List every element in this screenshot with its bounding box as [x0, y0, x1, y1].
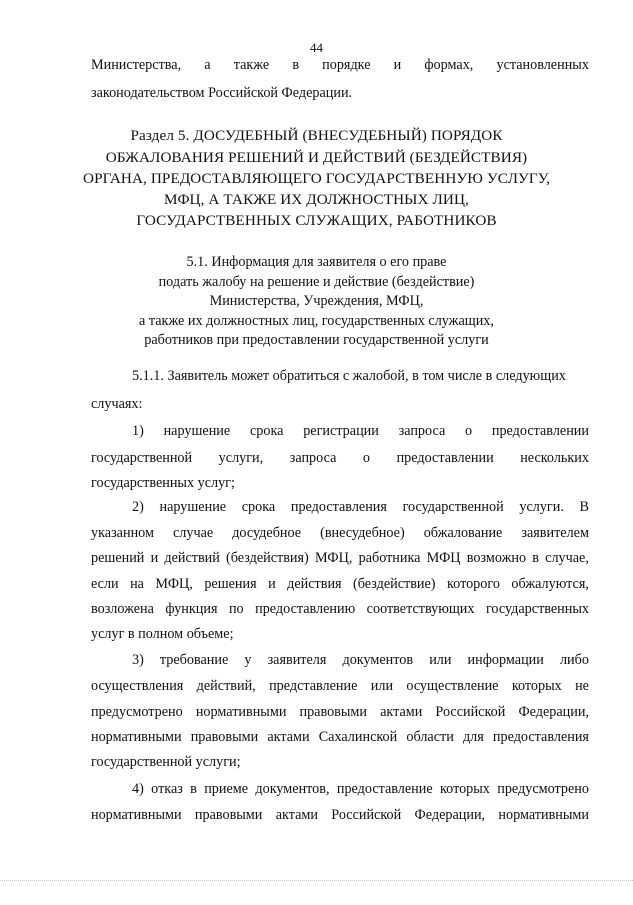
word: формах,	[424, 57, 474, 73]
word: если	[91, 576, 119, 592]
item-3-line-1	[132, 652, 589, 669]
word: отказ	[151, 781, 183, 797]
item-2-line-6: услуг в полном объеме;	[91, 626, 234, 642]
word: правовыми	[299, 704, 367, 720]
word: (бездействия)	[226, 550, 309, 566]
word: которого	[446, 576, 500, 592]
subsection-title-line-4: а также их должностных лиц, государственных служащих,	[139, 313, 494, 329]
word: которых	[511, 678, 562, 694]
word: действий,	[196, 678, 256, 694]
word: обжалуются,	[511, 576, 589, 592]
word: нормативными	[195, 704, 287, 720]
word: Российской	[331, 807, 402, 823]
word: нормативными	[91, 729, 182, 745]
word: государственной	[91, 450, 193, 466]
word: правовыми	[190, 729, 259, 745]
word: 2)	[132, 499, 144, 515]
word: документов,	[255, 781, 330, 797]
word: регистрации	[303, 423, 379, 439]
word: предусмотрено	[91, 704, 183, 720]
section-title-line-5: ГОСУДАРСТВЕННЫХ СЛУЖАЩИХ, РАБОТНИКОВ	[136, 212, 497, 229]
item-2-line-2	[91, 525, 589, 542]
word: порядке	[322, 57, 371, 73]
item-3-line-5: государственной услуги;	[91, 754, 241, 770]
word: нарушение	[159, 499, 227, 515]
word: информации	[467, 652, 544, 668]
word: приеме	[204, 781, 249, 797]
word: срока	[249, 423, 284, 439]
word: запроса	[398, 423, 446, 439]
word: о	[465, 423, 473, 439]
word: или	[429, 652, 452, 668]
word: запроса	[289, 450, 337, 466]
word: нормативными	[91, 807, 182, 823]
word: предоставлении	[396, 450, 494, 466]
word: по	[228, 601, 244, 617]
word: актами	[275, 807, 318, 823]
word: услуги,	[218, 450, 264, 466]
item-1-line-2	[91, 450, 589, 467]
word: правовыми	[194, 807, 263, 823]
word: либо	[559, 652, 589, 668]
subsection-title-line-2: подать жалобу на решение и действие (бездействие)	[158, 274, 475, 290]
word: возможно	[466, 550, 527, 566]
word: срока	[241, 499, 276, 515]
word: МФЦ,	[155, 576, 193, 592]
word: предоставления	[290, 499, 387, 515]
word: области	[406, 729, 454, 745]
item-3-line-4	[91, 729, 589, 746]
word: предоставление	[336, 781, 433, 797]
word: актами	[267, 729, 310, 745]
word: Федерации,	[518, 704, 589, 720]
item-4-line-2	[91, 807, 589, 824]
word: для	[462, 729, 484, 745]
word: требование	[159, 652, 229, 668]
subsection-title-line-1: 5.1. Информация для заявителя о его праве	[186, 254, 447, 270]
word: нормативными	[498, 807, 589, 823]
word: (внесудебное)	[320, 525, 405, 541]
word: нарушение	[163, 423, 231, 439]
word: Федерации,	[414, 807, 486, 823]
word: о	[362, 450, 371, 466]
section-title-line-1: Раздел 5. ДОСУДЕБНЫЙ (ВНЕСУДЕБНЫЙ) ПОРЯДОК	[130, 127, 503, 144]
word: документов	[342, 652, 414, 668]
item-3-line-3	[91, 704, 589, 721]
word: у	[244, 652, 252, 668]
word: или	[370, 678, 394, 694]
item-1-line-1	[132, 423, 589, 440]
word: указанном	[91, 525, 154, 541]
word: которых	[440, 781, 490, 797]
word: и	[150, 550, 159, 566]
word: установленных	[496, 57, 589, 73]
word: на	[130, 576, 144, 592]
intro-line-2: законодательством Российской Федерации.	[91, 85, 353, 101]
section-title-line-2: ОБЖАЛОВАНИЯ РЕШЕНИЙ И ДЕЙСТВИЙ (БЕЗДЕЙСТВИЯ)	[105, 149, 528, 166]
word: соответствующих	[366, 601, 475, 617]
word: нескольких	[520, 450, 589, 466]
word: 3)	[132, 652, 144, 668]
word: досудебное	[232, 525, 302, 541]
word: в	[190, 781, 197, 797]
word: Российской	[435, 704, 506, 720]
word: и	[268, 576, 276, 592]
paragraph-5-1-1-line-2: случаях:	[91, 396, 143, 412]
subsection-title-line-3: Министерства, Учреждения, МФЦ,	[209, 293, 424, 309]
word: 4)	[132, 781, 144, 797]
word: действия	[287, 576, 342, 592]
word: осуществление	[406, 678, 499, 694]
word: действий	[164, 550, 220, 566]
subsection-title-line-5: работников при предоставлении государственной услуги	[144, 332, 489, 348]
word: услуги.	[519, 499, 564, 515]
item-2-line-3	[91, 550, 589, 567]
item-2-line-5	[91, 601, 589, 618]
word: а	[204, 57, 211, 73]
word: 1)	[132, 423, 144, 439]
word: и	[393, 57, 402, 73]
word: представление	[269, 678, 358, 694]
word: обжалование	[423, 525, 503, 541]
word: решения	[204, 576, 257, 592]
word: предоставлению	[255, 601, 356, 617]
word: осуществления	[91, 678, 184, 694]
word: решений	[91, 550, 145, 566]
word: (бездействие)	[353, 576, 436, 592]
item-3-line-2	[91, 678, 589, 695]
page-number: 44	[310, 40, 323, 55]
word: возложена	[91, 601, 154, 617]
word: работника	[358, 550, 421, 566]
word: в	[292, 57, 300, 73]
word: актами	[380, 704, 423, 720]
item-1-line-3: государственных услуг;	[91, 475, 235, 491]
word: Министерства,	[91, 57, 182, 73]
paragraph-5-1-1-line-1: 5.1.1. Заявитель может обратиться с жалобой, в том числе в следующих	[132, 368, 566, 384]
word: заявителем	[521, 525, 589, 541]
word: функция	[165, 601, 218, 617]
word: предоставления	[492, 729, 589, 745]
item-2-line-1	[132, 499, 589, 516]
word: МФЦ,	[314, 550, 353, 566]
word: заявителя	[267, 652, 327, 668]
item-4-line-1	[132, 781, 589, 798]
section-title-line-4: МФЦ, А ТАКЖЕ ИХ ДОЛЖНОСТНЫХ ЛИЦ,	[164, 191, 469, 208]
word: также	[233, 57, 270, 73]
word: государственных	[485, 601, 589, 617]
word: предусмотрено	[497, 781, 589, 797]
scan-fold-line	[0, 880, 633, 882]
word: не	[575, 678, 589, 694]
intro-line-1	[91, 57, 589, 74]
word: случае	[172, 525, 214, 541]
word: МФЦ	[426, 550, 461, 566]
section-title-line-3: ОРГАНА, ПРЕДОСТАВЛЯЮЩЕГО ГОСУДАРСТВЕННУЮ УСЛУГУ,	[83, 170, 550, 187]
item-2-line-4	[91, 576, 589, 593]
word: предоставлении	[491, 423, 589, 439]
word: Сахалинской	[318, 729, 398, 745]
word: в	[532, 550, 539, 566]
word: случае,	[545, 550, 589, 566]
word: государственной	[402, 499, 504, 515]
word: В	[579, 499, 589, 515]
